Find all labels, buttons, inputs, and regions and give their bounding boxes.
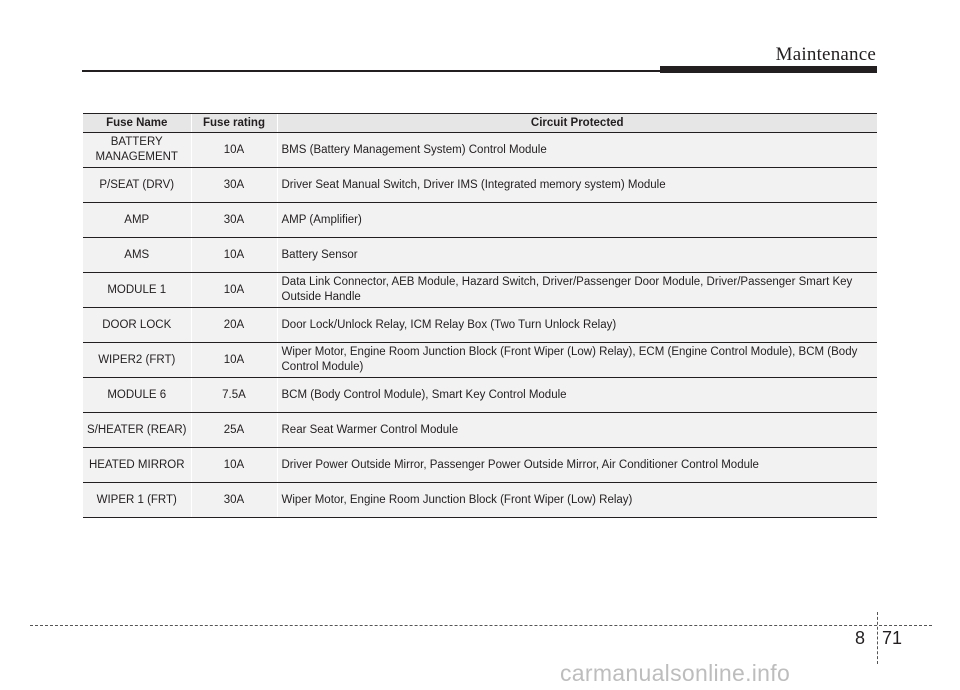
table-row	[83, 133, 877, 168]
fuse-name-cell: MODULE 1	[83, 273, 191, 308]
fuse-name-cell: S/HEATER (REAR)	[83, 413, 191, 448]
fuse-rating-cell: 20A	[191, 308, 277, 343]
circuit-protected-cell: Door Lock/Unlock Relay, ICM Relay Box (Two Turn Unlock Relay)	[277, 308, 877, 343]
column-header-circuit-protected: Circuit Protected	[277, 114, 877, 133]
circuit-protected-cell: Wiper Motor, Engine Room Junction Block (Front Wiper (Low) Relay)	[277, 483, 877, 518]
column-header-fuse-name: Fuse Name	[83, 114, 191, 133]
fuse-rating-cell: 30A	[191, 168, 277, 203]
header-rule	[82, 70, 662, 72]
table-row	[83, 413, 877, 448]
fuse-name-cell: MODULE 6	[83, 378, 191, 413]
circuit-protected-cell: Wiper Motor, Engine Room Junction Block (Front Wiper (Low) Relay), ECM (Engine Control Module), BCM (Body Control Module)	[277, 343, 877, 378]
page-number: 71	[882, 628, 903, 648]
circuit-protected-cell: Data Link Connector, AEB Module, Hazard Switch, Driver/Passenger Door Module, Driver/Passenger Smart Key Outside Handle	[277, 273, 877, 308]
table-row	[83, 203, 877, 238]
table-row	[83, 238, 877, 273]
chapter-number: 8	[855, 628, 866, 648]
circuit-protected-cell: BMS (Battery Management System) Control Module	[277, 133, 877, 168]
fuse-rating-cell: 7.5A	[191, 378, 277, 413]
footer-page-divider	[877, 612, 878, 664]
column-header-fuse-rating: Fuse rating	[191, 114, 277, 133]
table-row	[83, 273, 877, 308]
table-row	[83, 483, 877, 518]
fuse-rating-cell: 10A	[191, 343, 277, 378]
fuse-rating-cell: 25A	[191, 413, 277, 448]
circuit-protected-cell: Rear Seat Warmer Control Module	[277, 413, 877, 448]
section-title: Maintenance	[775, 44, 876, 65]
fuse-rating-cell: 10A	[191, 273, 277, 308]
circuit-protected-cell: AMP (Amplifier)	[277, 203, 877, 238]
header-rule-thick	[660, 66, 877, 73]
fuse-table	[83, 113, 877, 518]
table-row	[83, 378, 877, 413]
table-row	[83, 168, 877, 203]
fuse-name-cell: HEATED MIRROR	[83, 448, 191, 483]
table-header-row	[83, 114, 877, 133]
watermark: carmanualsonline.info	[560, 660, 791, 686]
fuse-name-cell: BATTERY MANAGEMENT	[83, 133, 191, 168]
fuse-rating-cell: 10A	[191, 133, 277, 168]
footer-divider	[30, 625, 932, 626]
table-row	[83, 343, 877, 378]
fuse-rating-cell: 10A	[191, 448, 277, 483]
circuit-protected-cell: Driver Power Outside Mirror, Passenger Power Outside Mirror, Air Conditioner Control Module	[277, 448, 877, 483]
fuse-rating-cell: 30A	[191, 483, 277, 518]
fuse-name-cell: WIPER2 (FRT)	[83, 343, 191, 378]
table-row	[83, 448, 877, 483]
fuse-rating-cell: 30A	[191, 203, 277, 238]
circuit-protected-cell: Battery Sensor	[277, 238, 877, 273]
fuse-rating-cell: 10A	[191, 238, 277, 273]
fuse-name-cell: P/SEAT (DRV)	[83, 168, 191, 203]
fuse-name-cell: AMS	[83, 238, 191, 273]
fuse-name-cell: WIPER 1 (FRT)	[83, 483, 191, 518]
table-row	[83, 308, 877, 343]
circuit-protected-cell: BCM (Body Control Module), Smart Key Control Module	[277, 378, 877, 413]
circuit-protected-cell: Driver Seat Manual Switch, Driver IMS (Integrated memory system) Module	[277, 168, 877, 203]
fuse-name-cell: DOOR LOCK	[83, 308, 191, 343]
fuse-name-cell: AMP	[83, 203, 191, 238]
